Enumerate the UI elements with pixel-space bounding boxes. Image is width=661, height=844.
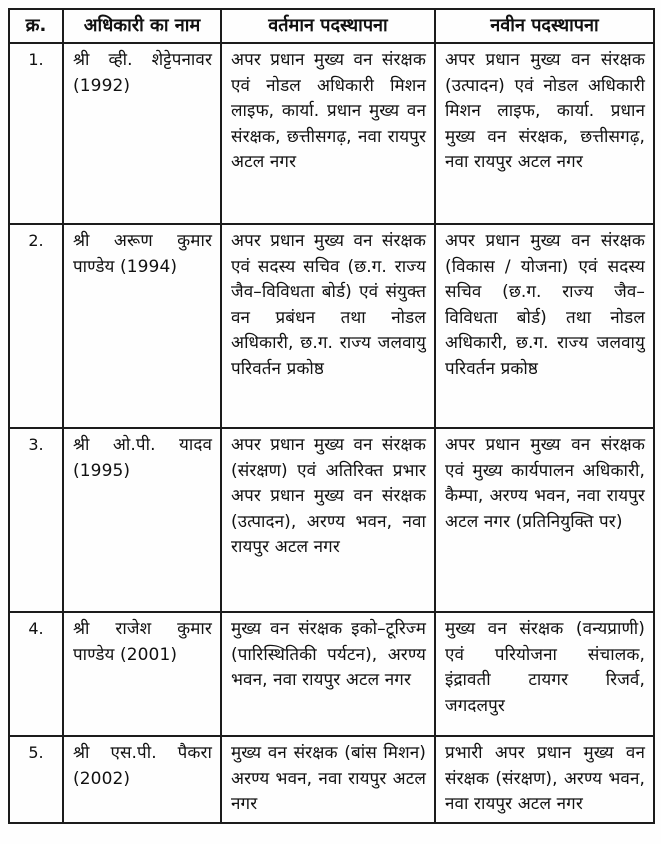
current-posting-cell: अपर प्रधान मुख्य वन संरक्षक (संरक्षण) एवं अतिरिक्त प्रभार अपर प्रधान मुख्य वन संरक्षक (उत्पादन), अरण्य भवन, नवा रायपुर अटल नगर — [221, 428, 435, 612]
serial-cell: 4. — [9, 612, 63, 736]
officer-name-cell: श्री राजेश कुमार पाण्डेय (2001) — [63, 612, 221, 736]
officer-name-cell: श्री एस.पी. पैकरा (2002) — [63, 736, 221, 823]
table-row — [9, 43, 654, 224]
table-row — [9, 224, 654, 428]
officer-name-cell: श्री व्ही. शेट्टेपनावर (1992) — [63, 43, 221, 224]
current-posting-cell: मुख्य वन संरक्षक इको–टूरिज्म (पारिस्थितिकी पर्यटन), अरण्य भवन, नवा रायपुर अटल नगर — [221, 612, 435, 736]
header-serial: क्र. — [9, 9, 63, 43]
current-posting-cell: मुख्य वन संरक्षक (बांस मिशन) अरण्य भवन, नवा रायपुर अटल नगर — [221, 736, 435, 823]
current-posting-cell: अपर प्रधान मुख्य वन संरक्षक एवं नोडल अधिकारी मिशन लाइफ, कार्या. प्रधान मुख्य वन संरक्षक, छत्तीसगढ़, नवा रायपुर अटल नगर — [221, 43, 435, 224]
header-officer-name: अधिकारी का नाम — [63, 9, 221, 43]
serial-cell: 1. — [9, 43, 63, 224]
table-row — [9, 612, 654, 736]
officer-transfer-table — [8, 8, 655, 824]
new-posting-cell: अपर प्रधान मुख्य वन संरक्षक (उत्पादन) एवं नोडल अधिकारी मिशन लाइफ, कार्या. प्रधान मुख्य वन संरक्षक, छत्तीसगढ़, नवा रायपुर अटल नगर — [435, 43, 654, 224]
officer-name-cell: श्री ओ.पी. यादव (1995) — [63, 428, 221, 612]
header-new-posting: नवीन पदस्थापना — [435, 9, 654, 43]
officer-name-cell: श्री अरूण कुमार पाण्डेय (1994) — [63, 224, 221, 428]
new-posting-cell: प्रभारी अपर प्रधान मुख्य वन संरक्षक (संरक्षण), अरण्य भवन, नवा रायपुर अटल नगर — [435, 736, 654, 823]
serial-cell: 2. — [9, 224, 63, 428]
header-current-posting: वर्तमान पदस्थापना — [221, 9, 435, 43]
table-row — [9, 428, 654, 612]
table-row — [9, 736, 654, 823]
current-posting-cell: अपर प्रधान मुख्य वन संरक्षक एवं सदस्य सचिव (छ.ग. राज्य जैव–विविधता बोर्ड) एवं संयुक्त वन प्रबंधन तथा नोडल अधिकारी, छ.ग. राज्य जलवायु परिवर्तन प्रकोष्ठ — [221, 224, 435, 428]
header-row — [9, 9, 654, 43]
serial-cell: 5. — [9, 736, 63, 823]
serial-cell: 3. — [9, 428, 63, 612]
new-posting-cell: अपर प्रधान मुख्य वन संरक्षक एवं मुख्य कार्यपालन अधिकारी, कैम्पा, अरण्य भवन, नवा रायपुर अटल नगर (प्रतिनियुक्ति पर) — [435, 428, 654, 612]
new-posting-cell: अपर प्रधान मुख्य वन संरक्षक (विकास / योजना) एवं सदस्य सचिव (छ.ग. राज्य जैव–विविधता बोर्ड) तथा नोडल अधिकारी, छ.ग. राज्य जलवायु परिवर्तन प्रकोष्ठ — [435, 224, 654, 428]
new-posting-cell: मुख्य वन संरक्षक (वन्यप्राणी) एवं परियोजना संचालक, इंद्रावती टायगर रिजर्व, जगदलपुर — [435, 612, 654, 736]
